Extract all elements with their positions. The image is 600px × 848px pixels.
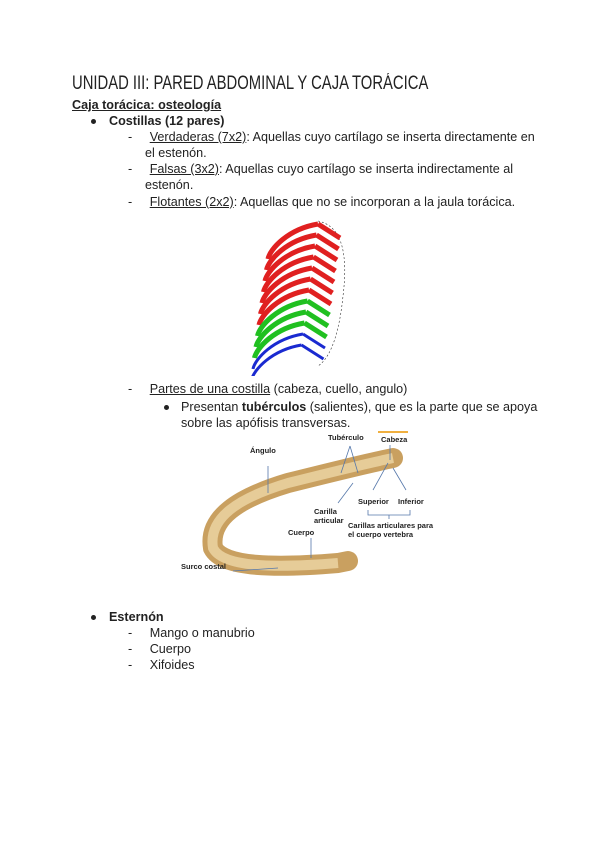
text: (salientes), que es la parte que se apoya: [306, 400, 538, 414]
label-carilla-1: Carilla: [314, 507, 337, 516]
continuation: estenón.: [145, 178, 194, 192]
bullet: [91, 615, 96, 620]
text: Mango o manubrio: [149, 626, 255, 640]
rib-cage-image: [248, 216, 358, 376]
desc: (cabeza, cuello, angulo): [270, 382, 408, 396]
list-item-verdaderas: - Verdaderas (7x2): Aquellas cuyo cartílago se inserta directamente en: [128, 130, 535, 144]
rib-12: [252, 345, 324, 376]
desc: : Aquellas cuyo cartílago se inserta directamente en: [246, 130, 535, 144]
label-surco: Surco costal: [181, 562, 227, 571]
label-carillas-1: Carillas articulares para: [348, 521, 434, 530]
label-tuberculo: Tubérculo: [328, 433, 364, 442]
bullet: [91, 119, 96, 124]
list-item-flotantes: - Flotantes (2x2): Aquellas que no se incorporan a la jaula torácica.: [128, 195, 516, 209]
label-cabeza: Cabeza: [381, 435, 408, 444]
label-angulo: Ángulo: [250, 446, 276, 455]
bullet: [164, 405, 169, 410]
label-superior: Superior: [358, 497, 389, 506]
list-item: - Mango o manubrio: [128, 626, 255, 640]
continuation: el estenón.: [145, 146, 207, 160]
text: Presentan: [181, 400, 242, 414]
bold-term: tubérculos: [241, 400, 307, 414]
rib-anatomy-image: [178, 428, 448, 593]
list-item-tuberculos: [181, 399, 537, 415]
list-item-partes: - Partes de una costilla (cabeza, cuello, angulo): [128, 382, 408, 396]
term: Falsas (3x2): [149, 162, 219, 176]
page-title: UNIDAD III: PARED ABDOMINAL Y CAJA TORÁCICA: [72, 73, 429, 94]
label-inferior: Inferior: [398, 497, 424, 506]
term: Verdaderas (7x2): [149, 130, 247, 144]
esternon-heading: Esternón: [109, 610, 164, 624]
costillas-heading: Costillas (12 pares): [109, 114, 225, 128]
term: Partes de una costilla: [149, 382, 271, 396]
label-carillas-2: el cuerpo vertebra: [348, 530, 414, 539]
term: Flotantes (2x2): [149, 195, 234, 209]
section-heading: Caja torácica: osteología: [72, 98, 222, 112]
list-item: - Cuerpo: [128, 642, 192, 656]
text: Cuerpo: [149, 642, 192, 656]
desc: : Aquellas que no se incorporan a la jaula torácica.: [233, 195, 516, 209]
list-item-falsas: - Falsas (3x2): Aquellas cuyo cartílago se inserta indirectamente al: [128, 162, 514, 176]
continuation: sobre las apófisis transversas.: [181, 416, 351, 430]
label-cuerpo: Cuerpo: [288, 528, 315, 537]
text: Xifoides: [149, 658, 195, 672]
label-carilla-2: articular: [314, 516, 344, 525]
list-item: - Xifoides: [128, 658, 195, 672]
desc: : Aquellas cuyo cartílago se inserta indirectamente al: [219, 162, 514, 176]
